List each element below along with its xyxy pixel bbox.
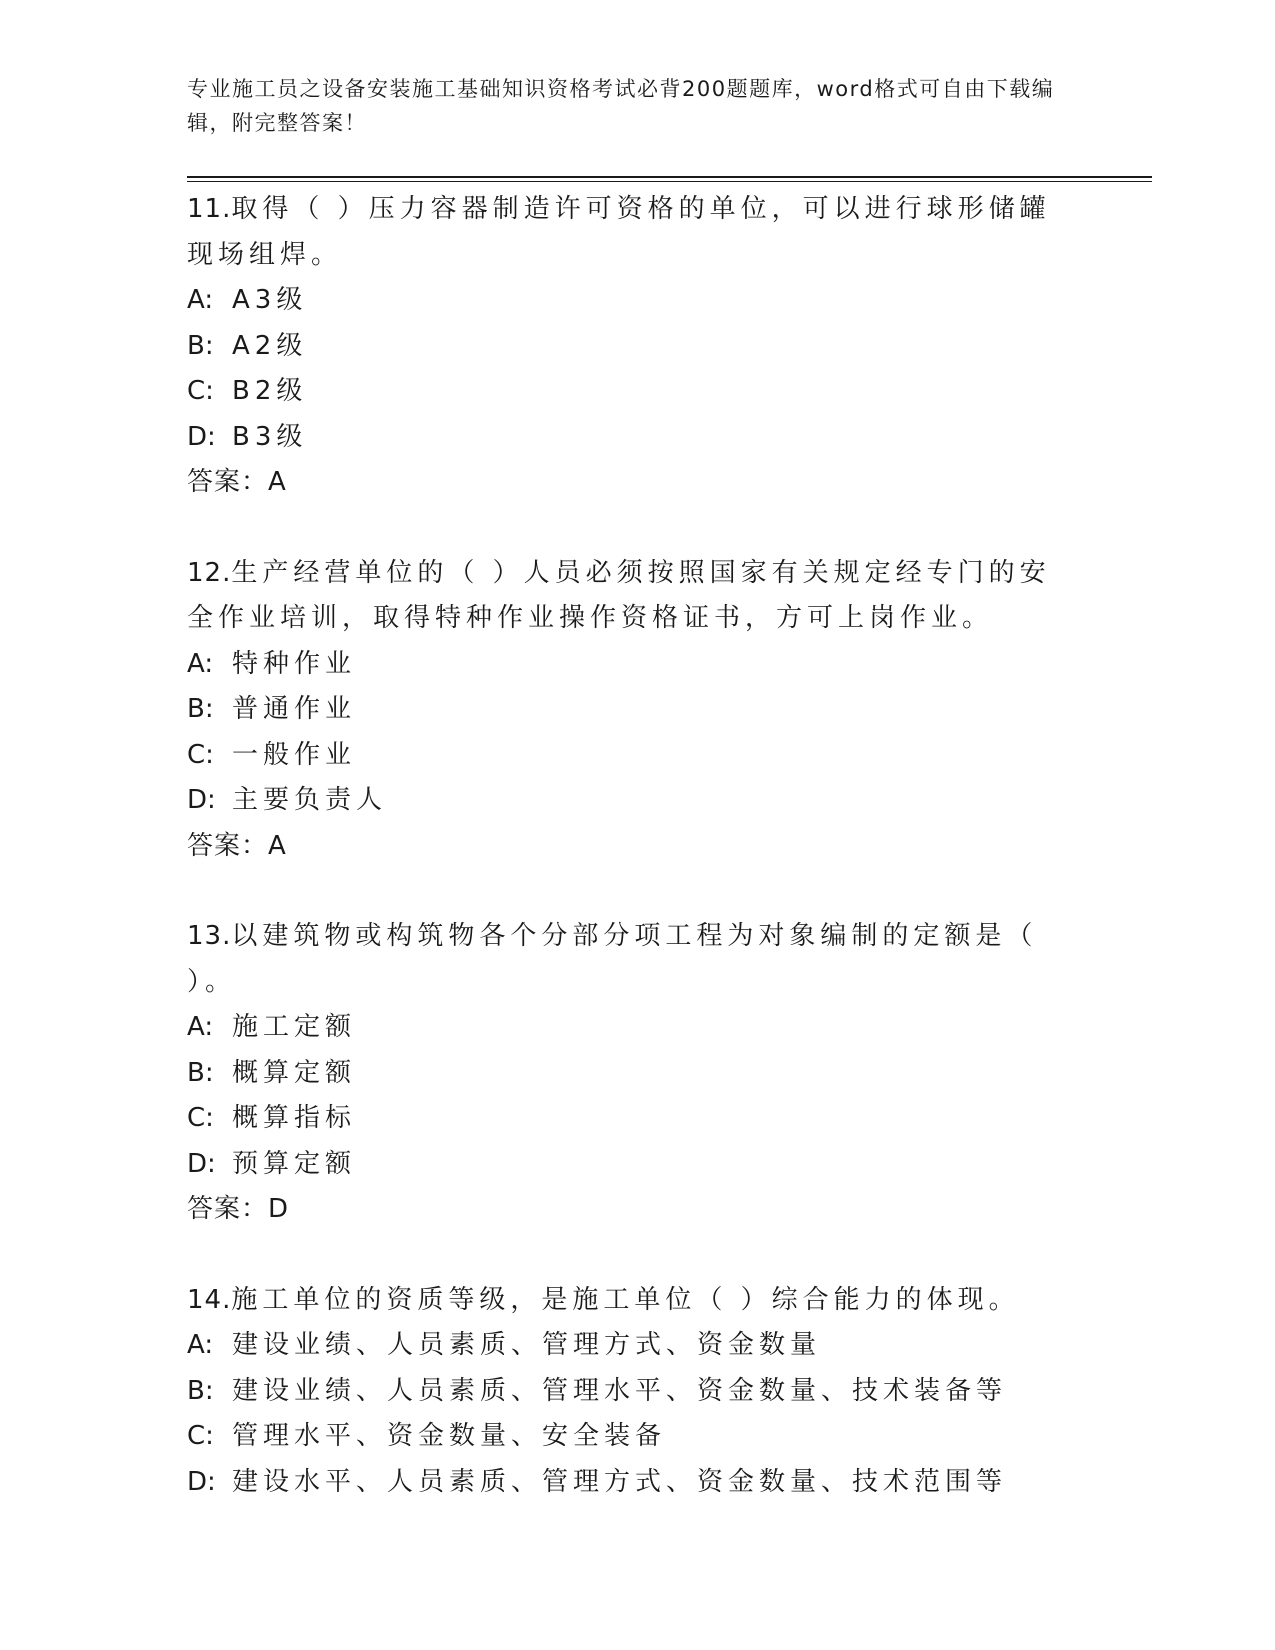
option-d bbox=[187, 1460, 1067, 1506]
answer-line bbox=[187, 460, 1067, 506]
answer-line bbox=[187, 824, 1067, 870]
option-text: B2级 bbox=[232, 376, 308, 406]
option-a bbox=[187, 642, 1067, 688]
answer-label: 答案： bbox=[187, 467, 269, 497]
option-text: 概算指标 bbox=[232, 1103, 357, 1133]
question-text: 取得（ ）压力容器制造许可资格的单位，可以进行球形储罐现场组焊。 bbox=[187, 194, 1051, 270]
option-text: 建设业绩、人员素质、管理方式、资金数量 bbox=[232, 1330, 822, 1360]
option-d bbox=[187, 1142, 1067, 1188]
option-b bbox=[187, 1051, 1067, 1097]
option-text: A2级 bbox=[232, 330, 308, 361]
answer-value: A bbox=[268, 467, 286, 497]
option-text: 主要负责人 bbox=[232, 785, 388, 815]
answer-label: 答案： bbox=[187, 1194, 269, 1224]
answer-line bbox=[187, 1187, 1067, 1233]
question-stem bbox=[187, 187, 1067, 278]
option-a bbox=[187, 1323, 1067, 1369]
option-b bbox=[187, 324, 1067, 370]
option-letter: A: bbox=[187, 285, 214, 315]
option-b bbox=[187, 1369, 1067, 1415]
option-letter: C: bbox=[187, 1421, 214, 1451]
option-letter: A: bbox=[187, 1012, 214, 1042]
option-c bbox=[187, 1414, 1067, 1460]
option-text: 施工定额 bbox=[232, 1012, 357, 1042]
option-letter: D: bbox=[187, 1466, 216, 1497]
option-text: 普通作业 bbox=[232, 694, 357, 724]
option-text: 概算定额 bbox=[232, 1057, 357, 1088]
option-letter: C: bbox=[187, 739, 214, 770]
question-text: 施工单位的资质等级，是施工单位（ ）综合能力的体现。 bbox=[231, 1284, 1020, 1315]
question-number: 13. bbox=[187, 921, 232, 951]
option-text: A3级 bbox=[232, 285, 308, 315]
question-11 bbox=[187, 187, 1067, 506]
option-text: 预算定额 bbox=[232, 1148, 357, 1179]
question-text: 生产经营单位的（ ）人员必须按照国家有关规定经专门的安全作业培训，取得特种作业操作资格证书，方可上岗作业。 bbox=[187, 557, 1051, 633]
answer-value: A bbox=[268, 830, 286, 861]
question-stem bbox=[187, 1278, 1067, 1324]
question-text: 以建筑物或构筑物各个分部分项工程为对象编制的定额是（ ）。 bbox=[187, 921, 1038, 997]
question-number: 12. bbox=[187, 557, 232, 588]
option-letter: B: bbox=[187, 694, 214, 724]
option-d bbox=[187, 778, 1067, 824]
option-letter: B: bbox=[187, 330, 214, 361]
header-rule-thick bbox=[187, 176, 1152, 178]
answer-value: D bbox=[268, 1194, 289, 1224]
question-list bbox=[187, 187, 1067, 1505]
option-text: 一般作业 bbox=[232, 739, 357, 770]
option-d bbox=[187, 415, 1067, 461]
question-number: 11. bbox=[187, 194, 232, 224]
question-12 bbox=[187, 551, 1067, 870]
option-text: 建设业绩、人员素质、管理水平、资金数量、技术装备等 bbox=[232, 1375, 1008, 1406]
question-stem bbox=[187, 914, 1067, 1005]
option-text: B3级 bbox=[232, 421, 308, 452]
option-letter: C: bbox=[187, 376, 214, 406]
option-letter: D: bbox=[187, 785, 216, 815]
option-letter: C: bbox=[187, 1103, 214, 1133]
option-letter: B: bbox=[187, 1057, 214, 1088]
question-stem bbox=[187, 551, 1067, 642]
option-letter: D: bbox=[187, 421, 216, 452]
option-c bbox=[187, 369, 1067, 415]
option-letter: A: bbox=[187, 1330, 214, 1360]
option-b bbox=[187, 687, 1067, 733]
option-a bbox=[187, 278, 1067, 324]
question-13 bbox=[187, 914, 1067, 1233]
question-14 bbox=[187, 1278, 1067, 1506]
option-letter: B: bbox=[187, 1375, 214, 1406]
answer-label: 答案： bbox=[187, 830, 269, 861]
option-letter: D: bbox=[187, 1148, 216, 1179]
option-letter: A: bbox=[187, 648, 214, 679]
option-c bbox=[187, 733, 1067, 779]
option-text: 特种作业 bbox=[232, 648, 357, 679]
option-text: 管理水平、资金数量、安全装备 bbox=[232, 1421, 667, 1451]
question-number: 14. bbox=[187, 1284, 232, 1315]
option-a bbox=[187, 1005, 1067, 1051]
option-c bbox=[187, 1096, 1067, 1142]
option-text: 建设水平、人员素质、管理方式、资金数量、技术范围等 bbox=[232, 1466, 1008, 1497]
header-rule-thin bbox=[187, 181, 1152, 182]
document-header: 专业施工员之设备安装施工基础知识资格考试必背200题题库，word格式可自由下载编辑，附完整答案！ bbox=[187, 77, 1055, 135]
